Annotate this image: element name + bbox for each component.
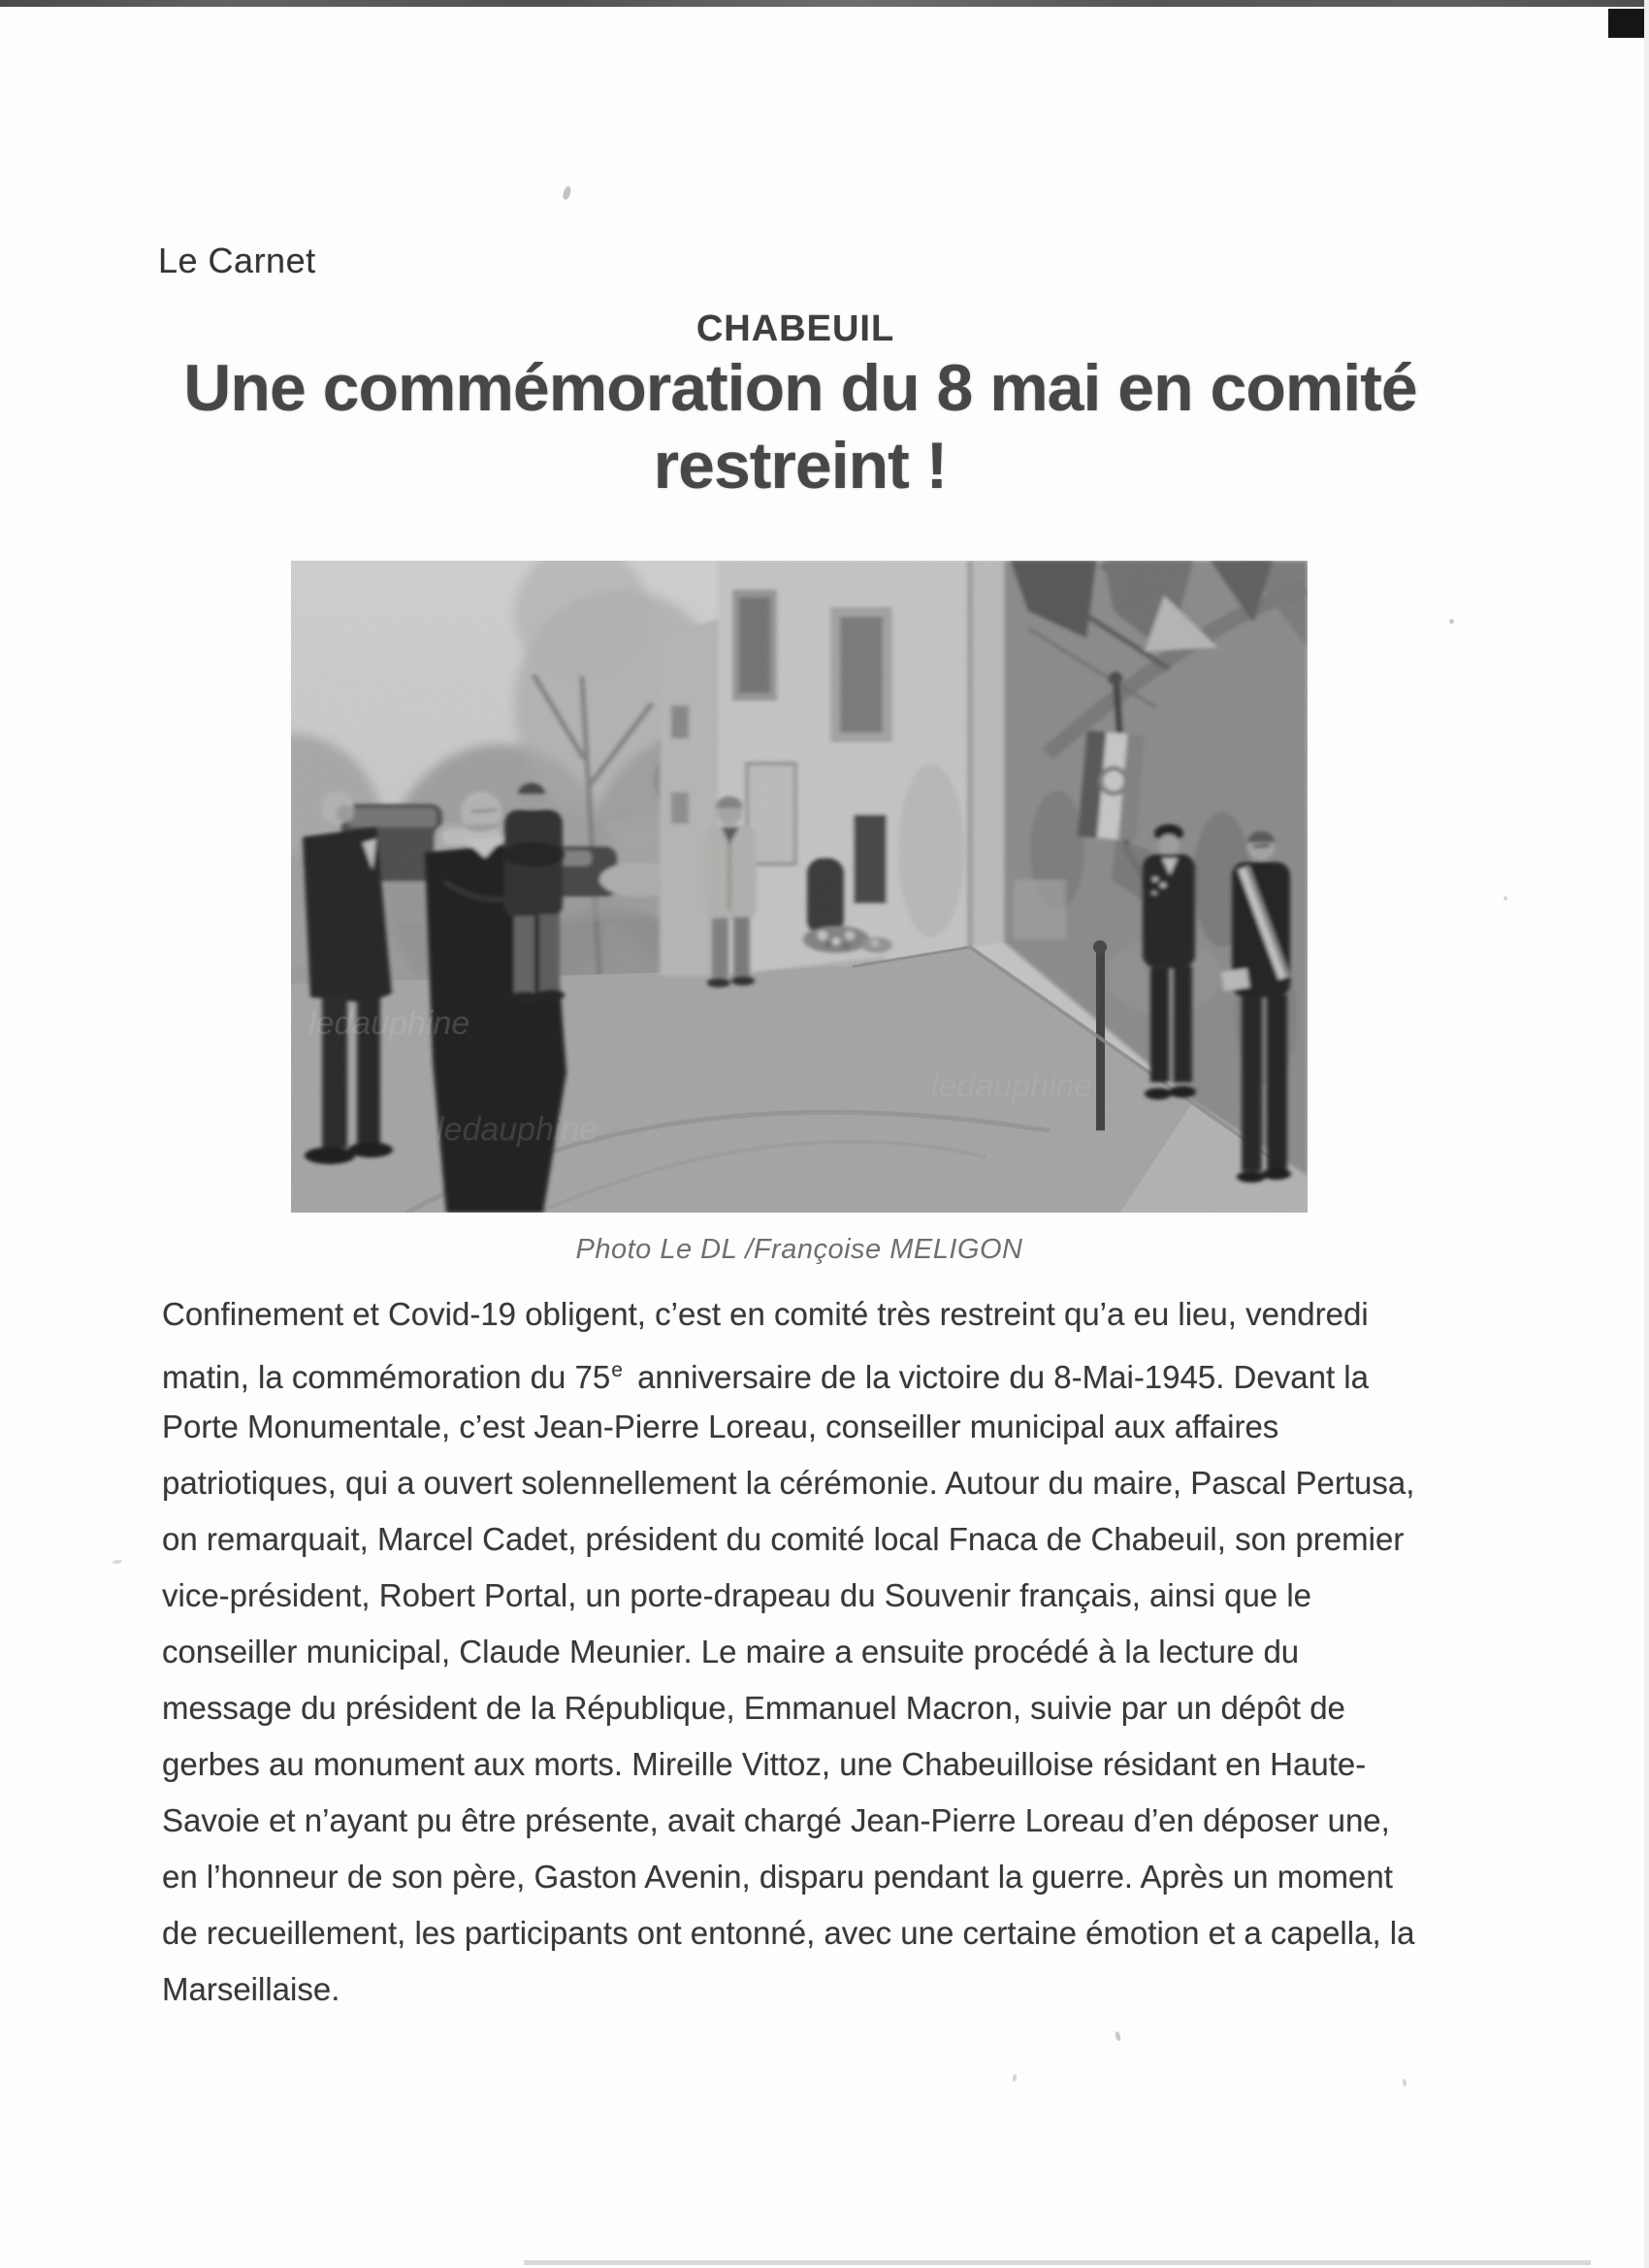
body-line: Porte Monumentale, c’est Jean-Pierre Loreau, conseiller municipal aux affaires xyxy=(162,1409,1279,1444)
scan-artifact-bottom-edge xyxy=(524,2260,1591,2265)
article-photo xyxy=(291,561,1308,1213)
body-line: Confinement et Covid-19 obligent, c’est en comité très restreint qu’a eu lieu, vendredi xyxy=(162,1296,1369,1332)
scan-speck xyxy=(1012,2074,1017,2083)
scan-artifact-corner-blot xyxy=(1608,9,1649,38)
article-title: Une commémoration du 8 mai en comité restreint ! xyxy=(183,351,1417,502)
scan-speck xyxy=(113,1559,122,1564)
body-line: Marseillaise. xyxy=(162,1971,340,2007)
body-line: gerbes au monument aux morts. Mireille Vittoz, une Chabeuilloise résidant en Haute- xyxy=(162,1746,1367,1782)
body-line: de recueillement, les participants ont entonné, avec une certaine émotion et a capella, la xyxy=(162,1915,1415,1951)
body-line: vice-président, Robert Portal, un porte-drapeau du Souvenir français, ainsi que le xyxy=(162,1577,1312,1613)
watermark-text: ledauphine xyxy=(436,1111,598,1149)
scan-speck xyxy=(562,185,572,200)
body-line: on remarquait, Marcel Cadet, président du comité local Fnaca de Chabeuil, son premier xyxy=(162,1521,1405,1557)
body-line: patriotiques, qui a ouvert solennellement la cérémonie. Autour du maire, Pascal Pertusa, xyxy=(162,1465,1415,1501)
body-line xyxy=(162,1343,1510,1399)
body-line: Savoie et n’ayant pu être présente, avait chargé Jean-Pierre Loreau d’en déposer une, xyxy=(162,1802,1390,1838)
superscript-e: e xyxy=(611,1359,623,1381)
photo-grain xyxy=(291,561,1308,1213)
scan-speck xyxy=(1504,896,1507,900)
scan-artifact-top-edge xyxy=(0,0,1649,7)
scan-speck xyxy=(1449,619,1454,624)
ceremony-photo-svg xyxy=(291,561,1308,1213)
town-heading: CHABEUIL xyxy=(695,308,895,349)
body-line-text: matin, la commémoration du 75 xyxy=(162,1359,611,1395)
article-body xyxy=(162,1286,1510,2018)
watermark-text: ledauphine xyxy=(931,1067,1093,1105)
photo-caption: Photo Le DL /Françoise MELIGON xyxy=(575,1234,1023,1265)
body-line: en l’honneur de son père, Gaston Avenin, disparu pendant la guerre. Après un moment xyxy=(162,1859,1393,1895)
body-line-text: anniversaire de la victoire du 8-Mai-1945. Devant la xyxy=(628,1359,1369,1395)
scan-speck xyxy=(1403,2079,1407,2087)
section-label: Le Carnet xyxy=(158,241,316,280)
body-line: message du président de la République, Emmanuel Macron, suivie par un dépôt de xyxy=(162,1690,1345,1726)
scan-speck xyxy=(1115,2031,1121,2042)
watermark-text: ledauphine xyxy=(308,1004,470,1042)
body-line: conseiller municipal, Claude Meunier. Le maire a ensuite procédé à la lecture du xyxy=(162,1634,1300,1669)
scan-artifact-right-edge xyxy=(1644,0,1649,2268)
